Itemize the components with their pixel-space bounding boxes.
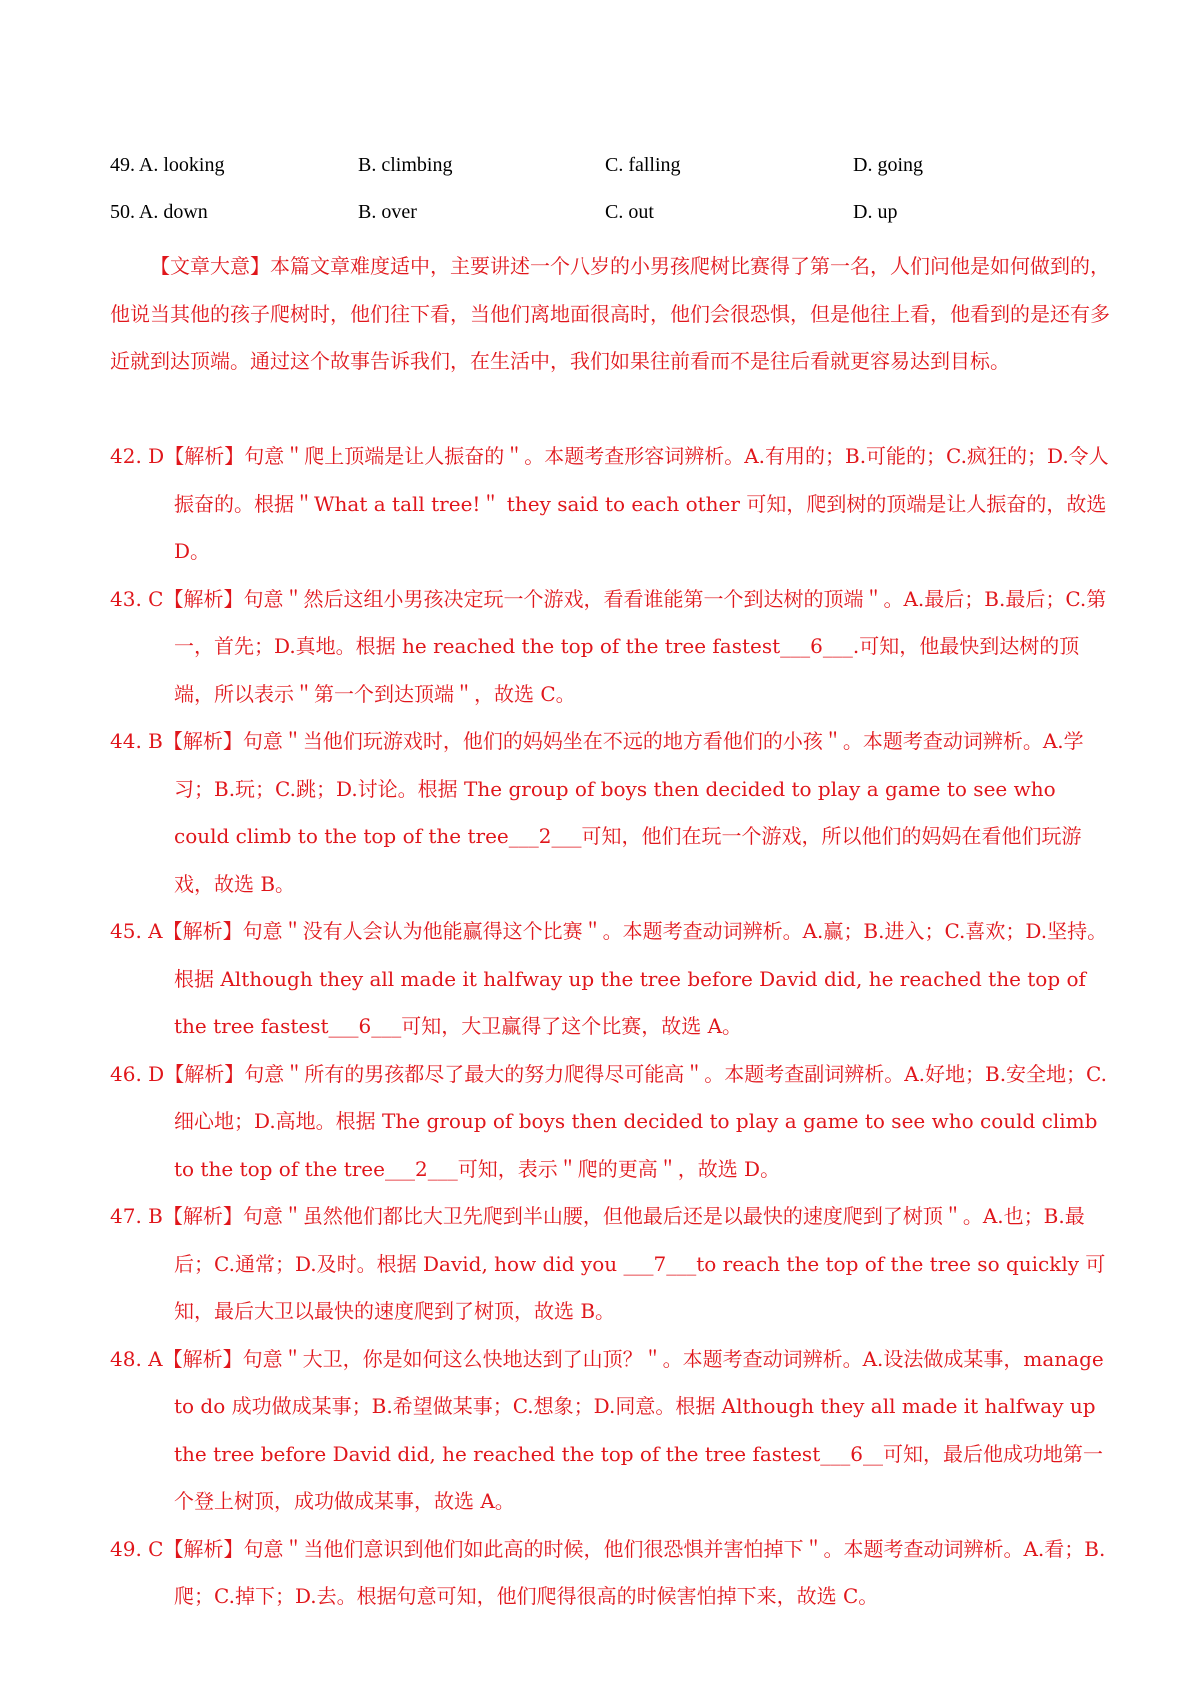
explanation-45: 45. A【解析】句意＂没有人会认为他能赢得这个比赛＂。本题考查动词辨析。A.赢；B.进入；C.喜欢；D.坚持。根据 Although they all made it halfway up the tree before David did, he reached the top of the tree fastest___6___可知，大卫赢得了这个比赛，故选 A。	[110, 919, 1108, 1038]
option-row-49	[110, 154, 1110, 194]
option-a: 50. A. down	[110, 201, 208, 223]
option-d: D. up	[853, 201, 898, 223]
explanation-47: 47. B【解析】句意＂虽然他们都比大卫先爬到半山腰，但他最后还是以最快的速度爬到了树顶＂。A.也；B.最后；C.通常；D.及时。根据 David, how did you ___7___to reach the top of the tree so quickly 可知，最后大卫以最快的速度爬到了树顶，故选 B。	[110, 1204, 1106, 1323]
answer-explanations	[110, 433, 1110, 1621]
explanation-49: 49. C【解析】句意＂当他们意识到他们如此高的时候，他们很恐惧并害怕掉下＂。本题考查动词辨析。A.看；B.爬；C.掉下；D.去。根据句意可知，他们爬得很高的时候害怕掉下来，故选 C。	[110, 1536, 1106, 1608]
option-c: C. falling	[605, 154, 681, 176]
option-d: D. going	[853, 154, 923, 176]
option-row-50	[110, 201, 1110, 241]
explanation-46: 46. D【解析】句意＂所有的男孩都尽了最大的努力爬得尽可能高＂。本题考查副词辨析。A.好地；B.安全地；C.细心地；D.高地。根据 The group of boys then decided to play a game to see who could climb to the top of the tree___2___可知，表示＂爬的更高＂，故选 D。	[110, 1061, 1108, 1181]
explanation-44: 44. B【解析】句意＂当他们玩游戏时，他们的妈妈坐在不远的地方看他们的小孩＂。本题考查动词辨析。A.学习；B.玩；C.跳；D.讨论。根据 The group of boys then decided to play a game to see who could climb to the top of the tree___2___可知，他们在玩一个游戏，所以他们的妈妈在看他们玩游戏，故选 B。	[110, 729, 1084, 896]
option-a: 49. A. looking	[110, 154, 225, 176]
option-c: C. out	[605, 201, 654, 223]
option-b: B. over	[358, 201, 417, 223]
article-summary: 【文章大意】本篇文章难度适中，主要讲述一个八岁的小男孩爬树比赛得了第一名，人们问他是如何做到的，他说当其他的孩子爬树时，他们往下看，当他们离地面很高时，他们会很恐惧，但是他往上看，他看到的是还有多近就到达顶端。通过这个故事告诉我们，在生活中，我们如果往前看而不是往后看就更容易达到目标。	[110, 254, 1110, 373]
explanation-42: 42. D【解析】句意＂爬上顶端是让人振奋的＂。本题考查形容词辨析。A.有用的；B.可能的；C.疯狂的；D.令人振奋的。根据＂What a tall tree!＂ they said to each other 可知，爬到树的顶端是让人振奋的，故选 D。	[110, 444, 1109, 563]
explanation-43: 43. C【解析】句意＂然后这组小男孩决定玩一个游戏，看看谁能第一个到达树的顶端＂。A.最后；B.最后；C.第一，首先；D.真地。根据 he reached the top of the tree fastest___6___.可知，他最快到达树的顶端，所以表示＂第一个到达顶端＂，故选 C。	[110, 586, 1107, 706]
option-b: B. climbing	[358, 154, 453, 176]
explanation-48: 48. A【解析】句意＂大卫，你是如何这么快地达到了山顶？＂。本题考查动词辨析。A.设法做成某事，manage to do 成功做成某事；B.希望做某事；C.想象；D.同意。根据 Although they all made it halfway up the tree before David did, he reached the top of the tree fastest___6__可知，最后他成功地第一个登上树顶，成功做成某事，故选 A。	[110, 1346, 1104, 1513]
